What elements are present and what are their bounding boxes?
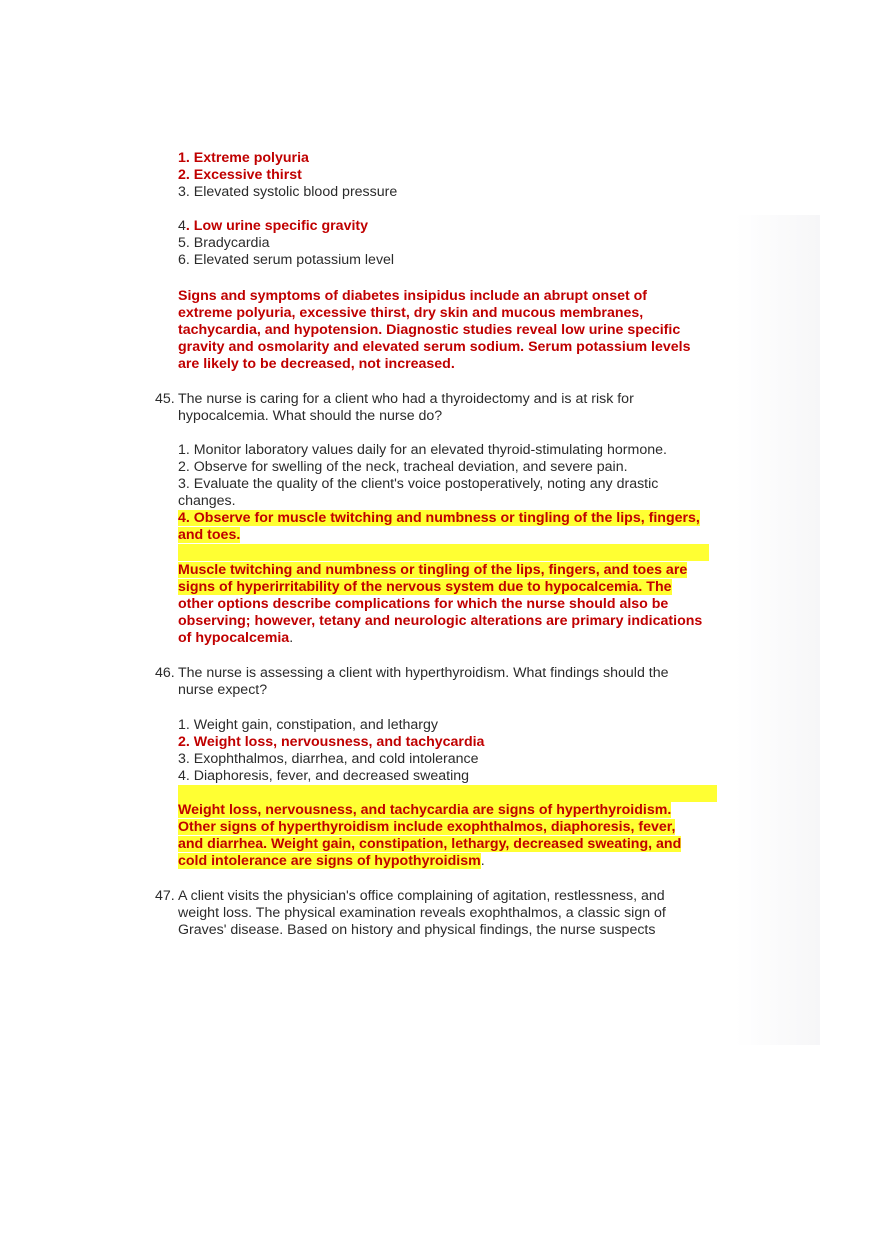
q46-options [178,717,738,785]
q46-question [178,665,718,699]
rationale-line: signs of hyperirritability of the nervous system due to hypocalcemia. The [178,579,672,595]
rationale-line: Muscle twitching and numbness or tingling of the lips, fingers, and toes are [178,562,688,578]
q45-option-1: 1. Monitor laboratory values daily for an elevated thyroid-stimulating hormone. [178,442,667,458]
rationale-line: Other signs of hyperthyroidism include exophthalmos, diaphoresis, fever, [178,819,676,835]
q46-option-2: 2. Weight loss, nervousness, and tachycardia [178,734,485,750]
q45-number: 45. [155,391,175,407]
q44-option-6: 6. Elevated serum potassium level [178,252,395,268]
q46-number: 46. [155,665,175,681]
scan-shadow [735,215,820,1045]
rationale-line: cold intolerance are signs of hypothyroidism [178,853,481,869]
q45-option-4-cont: and toes. [178,527,241,543]
q45-option-4: 4. Observe for muscle twitching and numbness or tingling of the lips, fingers, [178,510,700,526]
rationale-line: Weight loss, nervousness, and tachycardia are signs of hyperthyroidism. [178,802,672,818]
q47-number: 47. [155,888,175,904]
q45-answer [178,510,738,561]
rationale-line: extreme polyuria, excessive thirst, dry skin and mucous membranes, [178,305,644,321]
q45-question [178,391,718,425]
q45-options [178,442,738,510]
q46-option-1: 1. Weight gain, constipation, and lethargy [178,717,439,733]
q46-option-4: 4. Diaphoresis, fever, and decreased sweating [178,768,470,784]
question-line: The nurse is caring for a client who had a thyroidectomy and is at risk for [178,391,634,407]
question-line: A client visits the physician's office complaining of agitation, restlessness, and [178,888,665,904]
rationale-line: observing; however, tetany and neurologic alterations are primary indications [178,613,703,629]
q44-option-5: 5. Bradycardia [178,235,270,251]
q44-rationale [178,288,738,373]
question-line: weight loss. The physical examination reveals exophthalmos, a classic sign of [178,905,666,921]
rationale-line: and diarrhea. Weight gain, constipation, lethargy, decreased sweating, and [178,836,682,852]
question-line: hypocalcemia. What should the nurse do? [178,408,443,424]
rationale-line: tachycardia, and hypotension. Diagnostic studies reveal low urine specific [178,322,681,338]
q47-question [178,888,718,939]
q44-option-1: 1. Extreme polyuria [178,150,309,166]
rationale-line: of hypocalcemia [178,630,290,646]
q45-option-2: 2. Observe for swelling of the neck, tracheal deviation, and severe pain. [178,459,628,475]
q46-option-3: 3. Exophthalmos, diarrhea, and cold intolerance [178,751,479,767]
rationale-line: other options describe complications for which the nurse should also be [178,596,669,612]
q44-option-4: 4. Low urine specific gravity [178,218,369,234]
q45-option-3: 3. Evaluate the quality of the client's voice postoperatively, noting any drastic [178,476,659,492]
q45-rationale [178,562,738,647]
rationale-period: . [289,630,294,646]
q46-rationale [178,785,738,870]
rationale-period: . [480,853,485,869]
q44-option-2: 2. Excessive thirst [178,167,302,183]
question-line: Graves' disease. Based on history and physical findings, the nurse suspects [178,922,656,938]
rationale-line: are likely to be decreased, not increased. [178,356,455,372]
q45-option-3-cont: changes. [178,493,236,509]
q44-options [178,150,738,269]
question-line: The nurse is assessing a client with hyperthyroidism. What findings should the [178,665,669,681]
q44-option-3: 3. Elevated systolic blood pressure [178,184,398,200]
question-line: nurse expect? [178,682,268,698]
rationale-line: gravity and osmolarity and elevated serum sodium. Serum potassium levels [178,339,691,355]
rationale-line: Signs and symptoms of diabetes insipidus include an abrupt onset of [178,288,648,304]
